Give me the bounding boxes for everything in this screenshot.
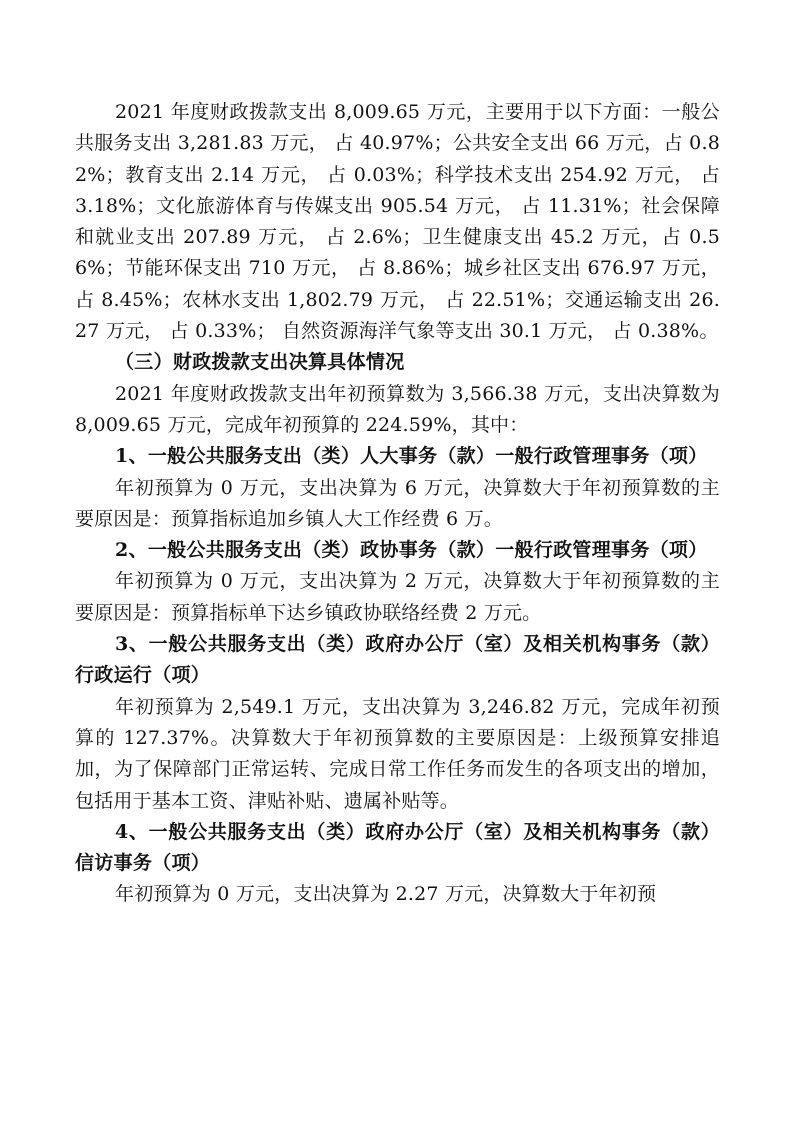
item-3-body: 年初预算为 2,549.1 万元，支出决算为 3,246.82 万元，完成年初预算的 127.37%。决算数大于年初预算数的主要原因是：上级预算安排追加，为了保障部门正常运转、完成日常工作任务而发生的各项支出的增加，包括用于基本工资、津贴补贴、遗属补贴等。	[75, 695, 720, 812]
document-page	[75, 97, 720, 911]
item-3-heading: 3、一般公共服务支出（类）政府办公厅（室）及相关机构事务（款）行政运行（项）	[75, 633, 720, 687]
item-1-body: 年初预算为 0 万元，支出决算为 6 万元，决算数大于年初预算数的主要原因是：预算指标追加乡镇人大工作经费 6 万。	[75, 476, 720, 530]
item-2-body: 年初预算为 0 万元，支出决算为 2 万元，决算数大于年初预算数的主要原因是：预算指标单下达乡镇政协联络经费 2 万元。	[75, 570, 720, 624]
section-heading: （三）财政拨款支出决算具体情况	[115, 351, 405, 374]
item-2-heading: 2、一般公共服务支出（类）政协事务（款）一般行政管理事务（项）	[115, 539, 708, 562]
summary-paragraph: 2021 年度财政拨款支出 8,009.65 万元，主要用于以下方面：一般公共服务支出 3,281.83 万元， 占 40.97%；公共安全支出 66 万元，占 0.82%；教育支出 2.14 万元， 占 0.03%；科学技术支出 254.92 万元， 占 3.18%；文化旅游体育与传媒支出 905.54 万元， 占 11.31%；社会保障和就业支出 207.89 万元， 占 2.6%；卫生健康支出 45.2 万元，占 0.56%；节能环保支出 710 万元， 占 8.86%；城乡社区支出 676.97 万元， 占 8.45%；农林水支出 1,802.79 万元， 占 22.51%；交通运输支出 26.27 万元， 占 0.33%； 自然资源海洋气象等支出 30.1 万元， 占 0.38%。	[75, 101, 720, 343]
section-intro-paragraph: 2021 年度财政拨款支出年初预算数为 3,566.38 万元，支出决算数为 8,009.65 万元，完成年初预算的 224.59%，其中：	[75, 382, 720, 436]
item-1-heading: 1、一般公共服务支出（类）人大事务（款）一般行政管理事务（项）	[115, 445, 708, 468]
item-4-body: 年初预算为 0 万元，支出决算为 2.27 万元，决算数大于年初预	[115, 883, 657, 906]
item-4-heading: 4、一般公共服务支出（类）政府办公厅（室）及相关机构事务（款）信访事务（项）	[75, 820, 720, 875]
